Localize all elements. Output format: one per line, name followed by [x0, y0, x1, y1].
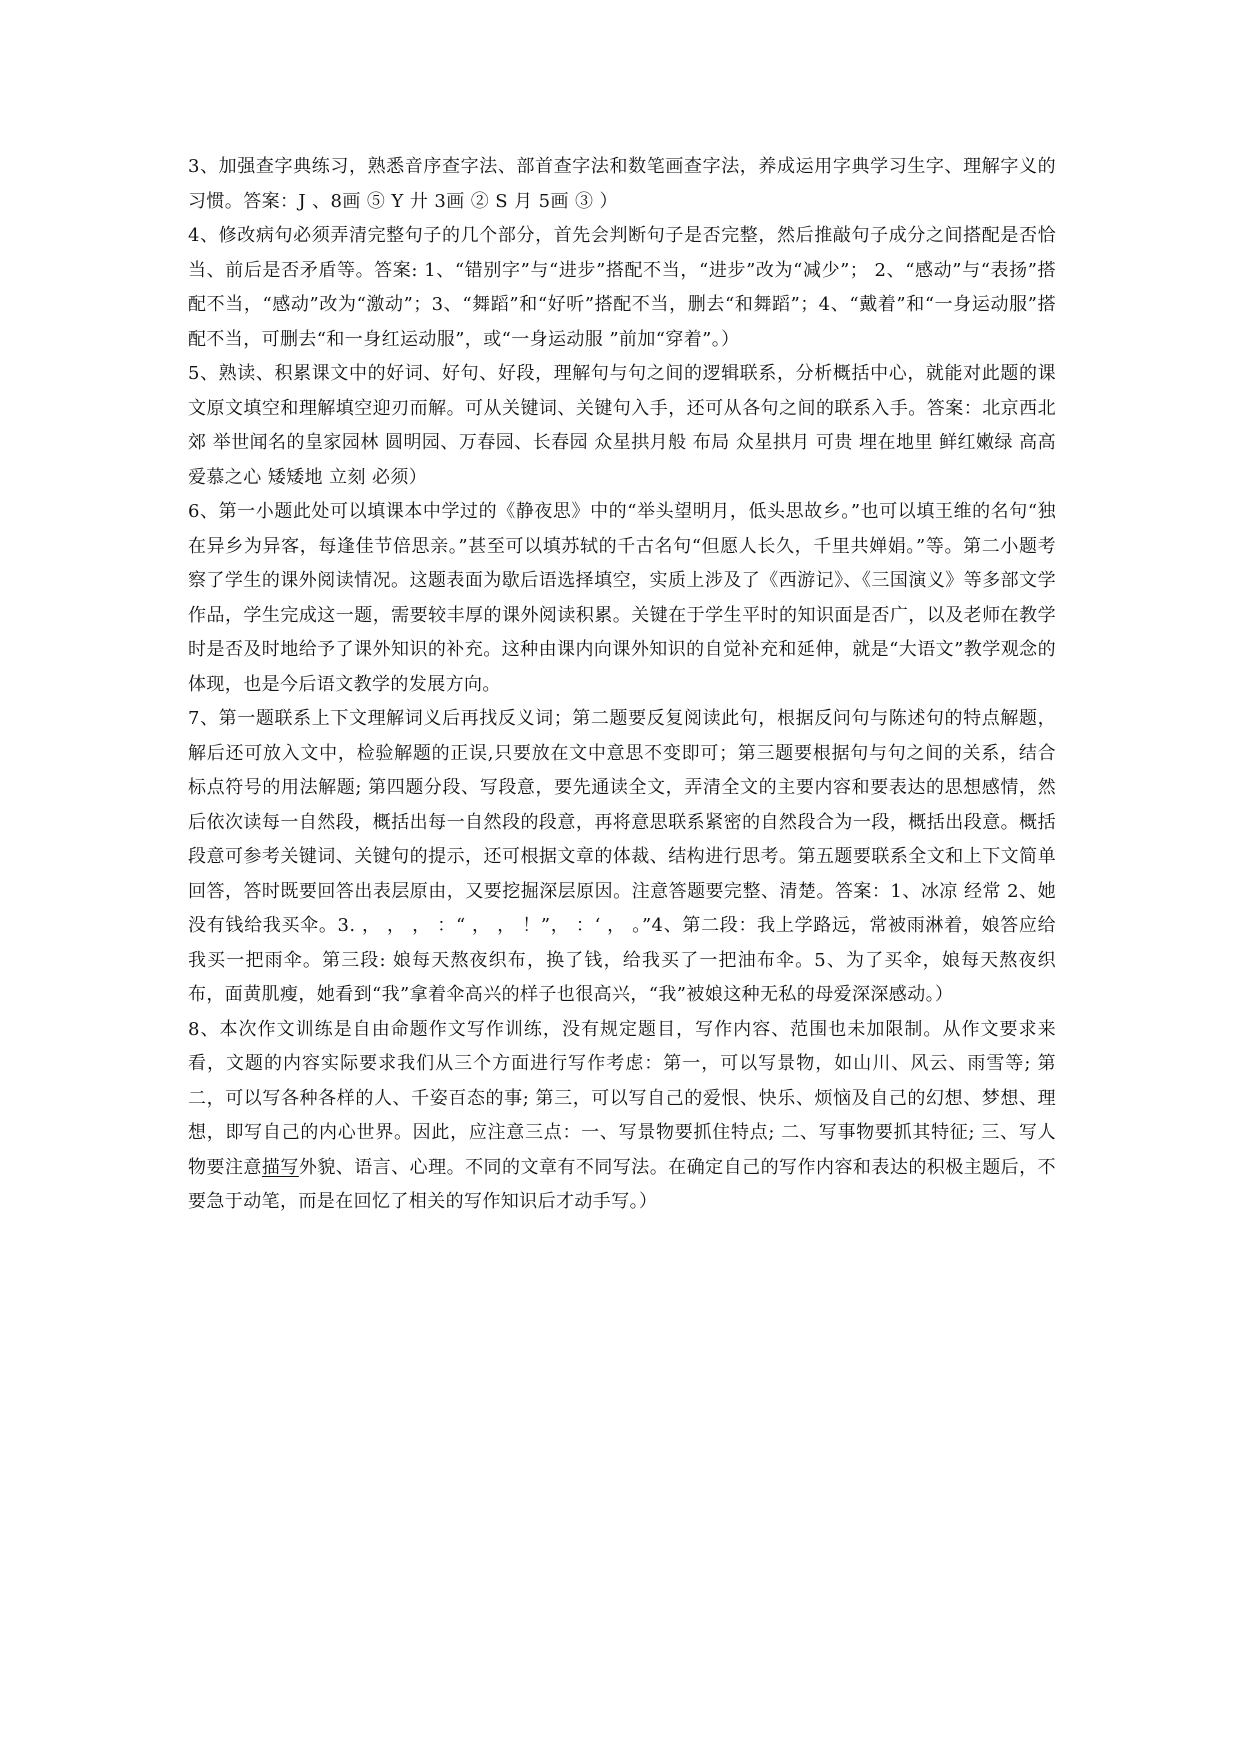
paragraph-8-underlined-word: 描写 — [261, 1156, 299, 1178]
paragraph-4: 4、修改病句必须弄清完整句子的几个部分，首先会判断句子是否完整，然后推敲句子成分之间搭配是否恰当、前后是否矛盾等。答案: 1、“错别字”与“进步”搭配不当，“进步”改为“减少”； 2、“感动”与“表扬”搭配不当，“感动”改为“激动”；3、“舞蹈”和“好听”搭配不当，删去“和舞蹈”；4、“戴着”和“一身运动服”搭配不当，可删去“和一身红运动服”，或“一身运动服 ”前加“穿着”。） — [188, 225, 1056, 350]
paragraph-6: 6、第一小题此处可以填课本中学过的《静夜思》中的“举头望明月，低头思故乡。”也可以填王维的名句“独在异乡为异客，每逢佳节倍思亲。”甚至可以填苏轼的千古名句“但愿人长久，千里共婵娟。”等。第二小题考察了学生的课外阅读情况。这题表面为歇后语选择填空，实质上涉及了《西游记》、《三国演义》等多部文学作品，学生完成这一题，需要较丰厚的课外阅读积累。关键在于学生平时的知识面是否广，以及老师在教学时是否及时地给予了课外知识的补充。这种由课内向课外知识的自觉补充和延伸，就是“大语文”教学观念的体现，也是今后语文教学的发展方向。 — [188, 501, 1056, 695]
paragraph-8-text-after: 外貌、语言、心理。不同的文章有不同写法。在确定自己的写作内容和表达的积极主题后，不要急于动笔，而是在回忆了相关的写作知识后才动手写。） — [188, 1156, 1056, 1212]
document-body — [188, 150, 1056, 1220]
paragraph-8-text-before: 8、本次作文训练是自由命题作文写作训练，没有规定题目，写作内容、范围也未加限制。从作文要求来看，文题的内容实际要求我们从三个方面进行写作考虑：第一，可以写景物，如山川、风云、雨雪等; 第二，可以写各种各样的人、千姿百态的事; 第三，可以写自己的爱恨、快乐、烦恼及自己的幻想、梦想、理想，即写自己的内心世界。因此，应注意三点：一、写景物要抓住特点; 二、写事物要抓其特征; 三、写人物要注意 — [188, 1018, 1056, 1178]
paragraph-3: 3、加强查字典练习，熟悉音序查字法、部首查字法和数笔画查字法，养成运用字典学习生字、理解字义的习惯。答案：J 、8画 ⑤ Y 廾 3画 ② S 月 5画 ③ ） — [188, 156, 1056, 212]
paragraph-8 — [188, 1013, 1056, 1220]
paragraph-7: 7、第一题联系上下文理解词义后再找反义词；第二题要反复阅读此句，根据反问句与陈述句的特点解题，解后还可放入文中，检验解题的正误,只要放在文中意思不变即可；第三题要根据句与句之间的关系，结合标点符号的用法解题; 第四题分段、写段意，要先通读全文，弄清全文的主要内容和要表达的思想感情，然后依次读每一自然段，概括出每一自然段的段意，再将意思联系紧密的自然段合为一段，概括出段意。概括段意可参考关键词、关键句的提示，还可根据文章的体裁、结构进行思考。第五题要联系全文和上下文简单回答，答时既要回答出表层原由，又要挖掘深层原因。注意答题要完整、清楚。答案：1、冰凉 经常 2、她没有钱给我买伞。3. ， ， ， ：“ ， ， ！”， ：‘ ， 。”4、第二段：我上学路远，常被雨淋着，娘答应给我买一把雨伞。第三段: 娘每天熬夜织布，换了钱，给我买了一把油布伞。5、为了买伞，娘每天熬夜织布，面黄肌瘦，她看到“我”拿着伞高兴的样子也很高兴，“我”被娘这种无私的母爱深深感动。） — [188, 708, 1056, 1005]
paragraph-5: 5、熟读、积累课文中的好词、好句、好段，理解句与句之间的逻辑联系，分析概括中心，就能对此题的课文原文填空和理解填空迎刃而解。可从关键词、关键句入手，还可从各句之间的联系入手。答案：北京西北郊 举世闻名的皇家园林 圆明园、万春园、长春园 众星拱月般 布局 众星拱月 可贵 埋在地里 鲜红嫩绿 高高 爱慕之心 矮矮地 立刻 必须） — [188, 363, 1056, 488]
